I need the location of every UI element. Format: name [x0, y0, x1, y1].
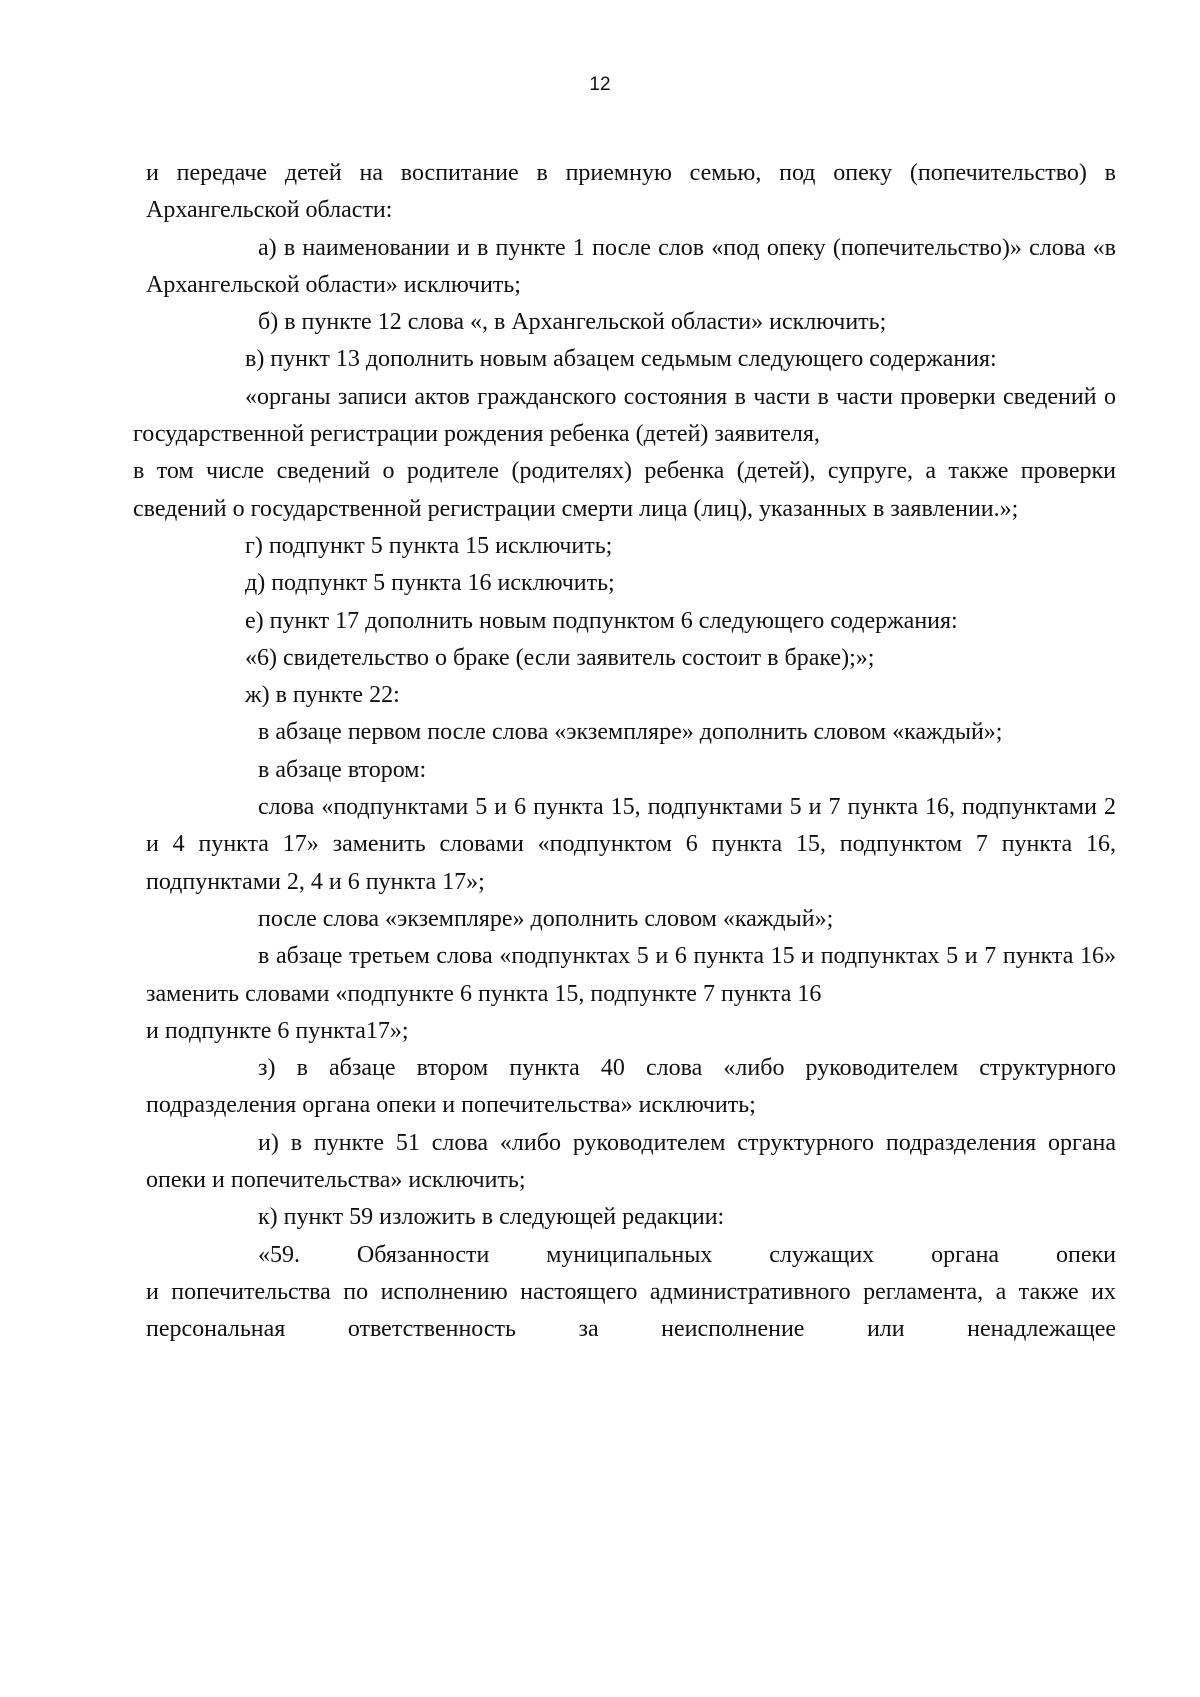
paragraph: «59. Обязанности муниципальных служащих органа опеки	[258, 1241, 1116, 1268]
paragraph: е) пункт 17 дополнить новым подпунктом 6 следующего содержания:	[245, 607, 958, 634]
paragraph: в абзаце третьем слова «подпунктах 5 и 6 пункта 15 и подпунктах 5 и 7 пункта 16» заменить словами «подпункте 6 пункта 15, подпункте 7 пункта 16	[146, 943, 1116, 1007]
paragraph: в абзаце первом после слова «экземпляре» дополнить словом «каждый»;	[258, 719, 1003, 746]
paragraph: в) пункт 13 дополнить новым абзацем седьмым следующего содержания:	[245, 346, 997, 373]
paragraph: и подпункте 6 пункта17»;	[146, 1017, 409, 1044]
paragraph: после слова «экземпляре» дополнить словом «каждый»;	[258, 905, 834, 932]
page-number: 12	[589, 74, 611, 95]
paragraph: «органы записи актов гражданского состояния в части в части проверки сведений о государственной регистрации рождения ребенка (детей) заявителя,	[133, 383, 1116, 448]
paragraph: слова «подпунктами 5 и 6 пункта 15, подпунктами 5 и 7 пункта 16, подпунктами 2 и 4 пункта 17» заменить словами «подпунктом 6 пункта 15, подпунктом 7 пункта 16, подпунктами 2, 4 и 6 пункта 17»;	[146, 794, 1116, 895]
paragraph: а) в наименовании и в пункте 1 после слов «под опеку (попечительство)» слова «в Архангельской области» исключить;	[146, 234, 1116, 298]
document-body	[133, 155, 1116, 1349]
paragraph: и) в пункте 51 слова «либо руководителем структурного подразделения органа опеки и попечительства» исключить;	[146, 1129, 1116, 1194]
paragraph: з) в абзаце втором пункта 40 слова «либо руководителем структурного подразделения органа опеки и попечительства» исключить;	[146, 1055, 1116, 1119]
paragraph: д) подпункт 5 пункта 16 исключить;	[245, 570, 615, 597]
paragraph: в том числе сведений о родителе (родителях) ребенка (детей), супруге, а также проверки сведений о государственной регистрации смерти лица (лиц), указанных в заявлении.»;	[133, 458, 1116, 522]
paragraph: «6) свидетельство о браке (если заявитель состоит в браке);»;	[245, 644, 875, 671]
paragraph: б) в пункте 12 слова «, в Архангельской области» исключить;	[258, 309, 887, 336]
paragraph: в абзаце втором:	[258, 756, 427, 783]
paragraph: и передаче детей на воспитание в приемную семью, под опеку (попечительство) в Архангельской области:	[146, 160, 1116, 224]
paragraph: и попечительства по исполнению настоящего административного регламента, а также их персональная ответственность за неисполнение или ненадлежащее	[146, 1278, 1116, 1343]
paragraph: ж) в пункте 22:	[245, 682, 400, 709]
paragraph: к) пункт 59 изложить в следующей редакции:	[258, 1204, 725, 1231]
paragraph: г) подпункт 5 пункта 15 исключить;	[245, 532, 613, 559]
